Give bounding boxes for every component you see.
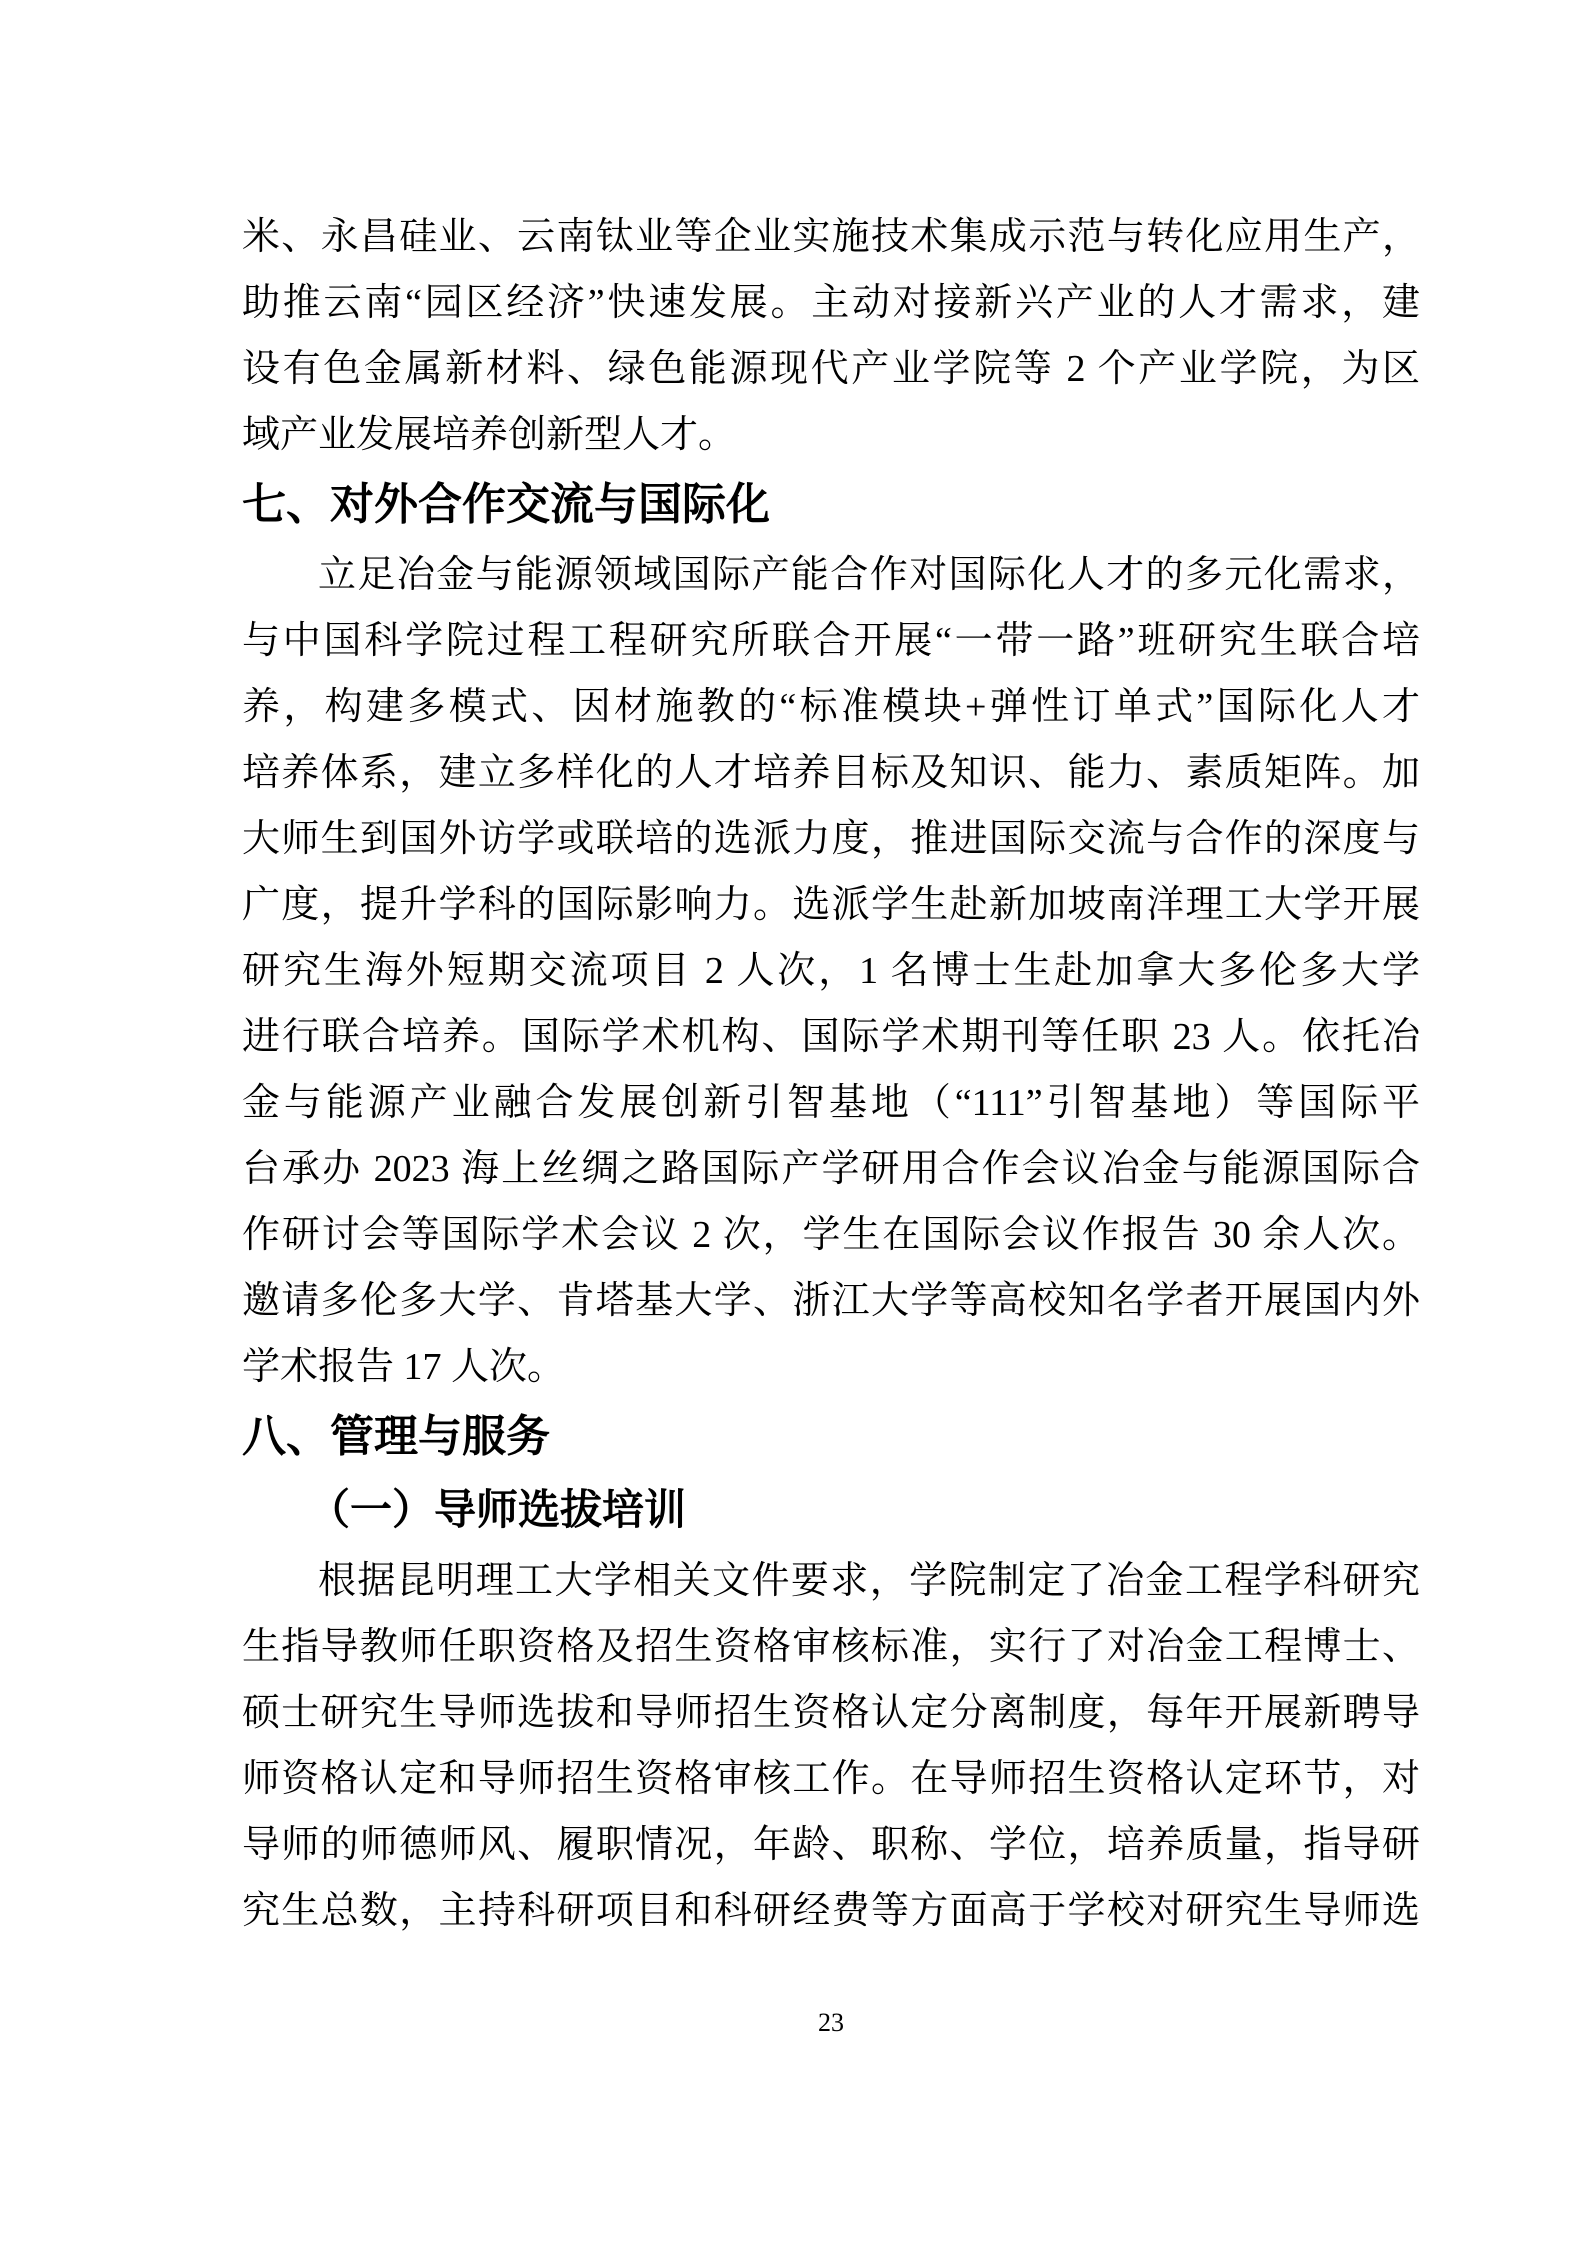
page-number: 23 [818,2008,844,2037]
body-line: 域产业发展培养创新型人才。 [242,414,737,456]
body-line: 师资格认定和导师招生资格审核工作。在导师招生资格认定环节，对 [242,1758,1420,1800]
body-line: 米、永昌硅业、云南钛业等企业实施技术集成示范与转化应用生产， [242,216,1420,258]
body-line: 生指导教师任职资格及招生资格审核标准，实行了对冶金工程博士、 [242,1626,1420,1668]
body-line: 台承办 2023 海上丝绸之路国际产学研用合作会议冶金与能源国际合 [242,1148,1420,1190]
body-line: 研究生海外短期交流项目 2 人次，1 名博士生赴加拿大多伦多大学 [242,950,1420,992]
body-line: 究生总数，主持科研项目和科研经费等方面高于学校对研究生导师选 [242,1890,1420,1932]
body-line: 设有色金属新材料、绿色能源现代产业学院等 2 个产业学院，为区 [242,348,1420,390]
body-line: 金与能源产业融合发展创新引智基地（“111”引智基地）等国际平 [242,1082,1420,1124]
section-heading-8: 八、管理与服务 [242,1412,550,1461]
section-heading-7: 七、对外合作交流与国际化 [242,480,770,529]
subsection-heading-8-1: （一）导师选拔培训 [308,1488,687,1534]
body-line: 与中国科学院过程工程研究所联合开展“一带一路”班研究生联合培 [242,620,1420,662]
body-line: 硕士研究生导师选拔和导师招生资格认定分离制度，每年开展新聘导 [242,1692,1420,1734]
page-content [242,204,1420,2038]
body-line: 大师生到国外访学或联培的选派力度，推进国际交流与合作的深度与 [242,818,1420,860]
body-line: 广度，提升学科的国际影响力。选派学生赴新加坡南洋理工大学开展 [242,884,1420,926]
body-line: 助推云南“园区经济”快速发展。主动对接新兴产业的人才需求，建 [242,282,1420,324]
body-line: 立足冶金与能源领域国际产能合作对国际化人才的多元化需求， [318,554,1420,596]
body-line: 进行联合培养。国际学术机构、国际学术期刊等任职 23 人。依托冶 [242,1016,1420,1058]
body-line: 根据昆明理工大学相关文件要求，学院制定了冶金工程学科研究 [318,1560,1420,1602]
body-line: 养，构建多模式、因材施教的“标准模块+弹性订单式”国际化人才 [242,686,1420,728]
body-line: 作研讨会等国际学术会议 2 次，学生在国际会议作报告 30 余人次。 [242,1214,1420,1256]
body-line: 导师的师德师风、履职情况，年龄、职称、学位，培养质量，指导研 [242,1824,1420,1866]
body-line: 培养体系，建立多样化的人才培养目标及知识、能力、素质矩阵。加 [242,752,1420,794]
body-line: 学术报告 17 人次。 [242,1346,566,1388]
body-line: 邀请多伦多大学、肯塔基大学、浙江大学等高校知名学者开展国内外 [242,1280,1420,1322]
